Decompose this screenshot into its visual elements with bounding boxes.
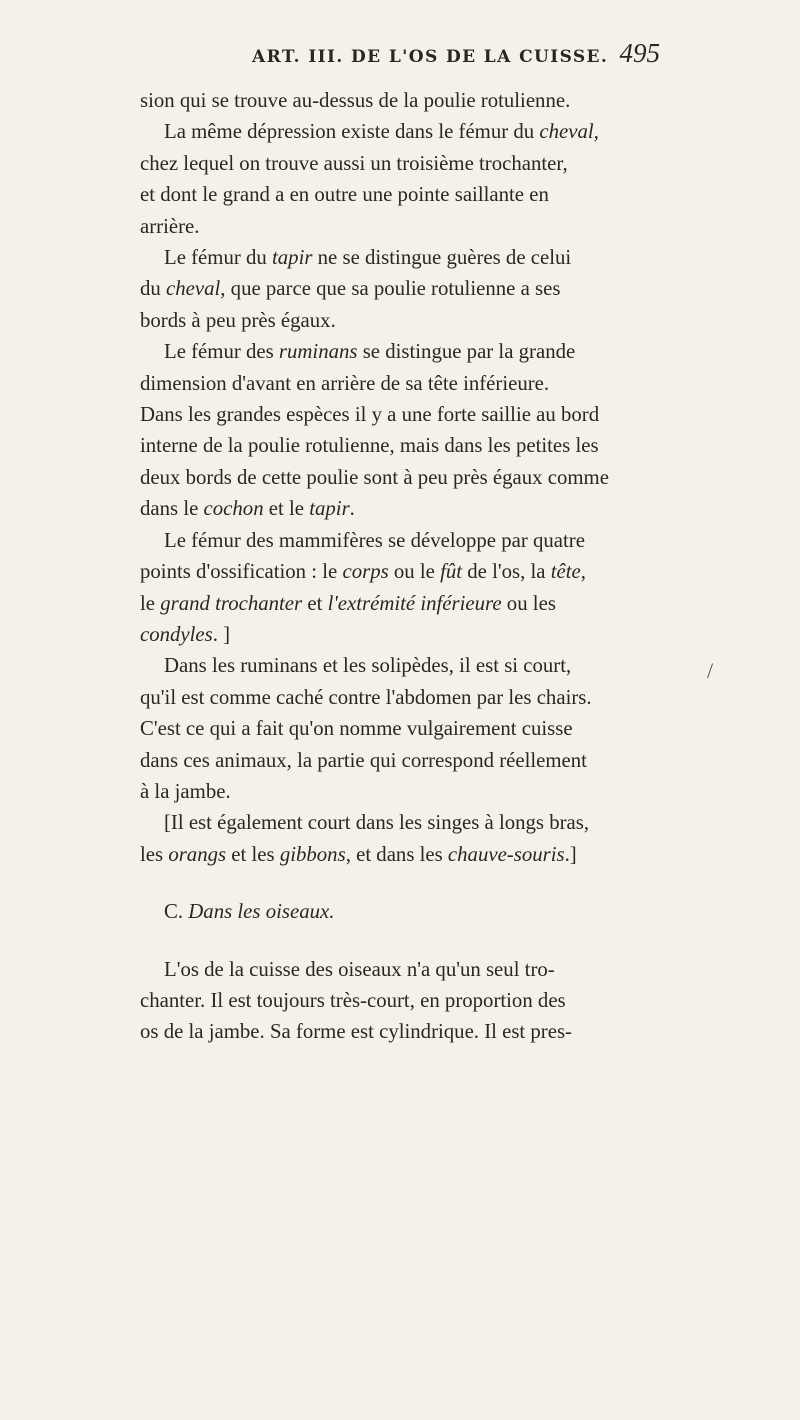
page-header [140,38,660,69]
text-run: qu'il est comme caché contre l'abdomen par les chairs. [140,685,592,709]
italic-term: gibbons [279,842,346,866]
text-run: du [140,277,166,301]
text-run: [Il est également court dans les singes à longs bras, [164,811,590,835]
italic-term: condyles [140,622,213,646]
text-run: Dans les grandes espèces il y a une forte saillie au bord [140,403,600,427]
text-run: et [302,591,328,615]
text-run: le [140,591,161,615]
italic-term: chauve-souris [447,842,565,866]
text-line [140,650,660,681]
text-line [140,273,660,304]
text-run: et les [226,842,280,866]
italic-term: orangs [168,842,227,866]
text-run: dans ces animaux, la partie qui correspond réellement [140,748,587,772]
text-line [140,807,660,838]
section-heading [140,896,660,927]
text-line [140,368,660,399]
text-run: , [580,560,586,584]
italic-term: tapir [309,497,350,521]
body-text [140,85,660,1048]
text-run: chanter. Il est toujours très-court, en proportion des [140,988,566,1012]
text-line [140,985,660,1016]
text-line [140,588,660,619]
text-run: C'est ce qui a fait qu'on nomme vulgairement cuisse [140,717,573,741]
text-run: et dont le grand a en outre une pointe saillante en [140,183,549,207]
text-line [140,682,660,713]
text-line [140,745,660,776]
italic-term: cheval, [539,120,599,144]
text-line [140,85,660,116]
italic-term: tête [550,560,581,584]
text-run: dans le [140,497,204,521]
text-run: interne de la poulie rotulienne, mais dans les petites les [140,434,599,458]
text-run: sion qui se trouve au-dessus de la poulie rotulienne. [140,89,571,112]
text-run: ou les [501,591,556,615]
text-line [140,619,660,650]
text-run: Le fémur des [164,340,279,364]
text-run: chez lequel on trouve aussi un troisième trochanter, [140,151,568,175]
text-run: ou le [388,560,441,584]
text-run: dimension d'avant en arrière de sa tête inférieure. [140,371,550,395]
text-run: os de la jambe. Sa forme est cylindrique. Il est pres- [140,1020,572,1044]
section-gap [140,928,660,954]
text-run: à la jambe. [140,779,231,803]
text-line [140,1016,660,1047]
text-line [140,305,660,336]
text-run: ne se distingue guères de celui [312,246,572,270]
text-line [140,525,660,556]
text-line [140,776,660,807]
paragraph-block [140,954,660,1048]
text-run: et le [263,497,310,521]
italic-term: cheval [166,277,221,301]
page-number: 495 [619,38,660,68]
text-line [140,179,660,210]
text-run: points d'ossification : le [140,560,343,584]
section-gap [140,870,660,896]
text-run: bords à peu près égaux. [140,308,336,332]
text-line [140,148,660,179]
text-run: les [140,842,169,866]
paragraph-block [140,85,660,870]
text-line [140,493,660,524]
text-line [140,462,660,493]
text-line [140,211,660,242]
text-run: Le fémur des mammifères se développe par quatre [164,528,585,552]
text-run: Dans les ruminans et les solipèdes, il est si court, [164,654,572,678]
text-line [140,713,660,744]
text-run: arrière. [140,214,200,238]
margin-mark: / [707,658,714,683]
italic-term: corps [342,560,389,584]
text-line [140,116,660,147]
text-run: Le fémur du [164,246,272,270]
text-run: . [349,497,355,521]
text-run: , et dans les [345,842,448,866]
text-run: L'os de la cuisse des oiseaux n'a qu'un seul tro- [164,957,555,981]
italic-term: ruminans [278,340,358,364]
text-run: se distingue par la grande [357,340,576,364]
text-line [140,839,660,870]
italic-term: tapir [272,246,313,270]
text-run: La même dépression existe dans le fémur du [164,120,540,144]
text-run: . ] [212,622,231,646]
text-line [140,399,660,430]
italic-term: grand trochanter [160,591,303,615]
text-line [140,556,660,587]
text-line [140,430,660,461]
text-run: deux bords de cette poulie sont à peu près égaux comme [140,465,609,489]
section-label: C. [164,900,189,924]
running-head: ART. III. DE L'OS DE LA CUISSE. [252,47,609,67]
text-line [140,954,660,985]
text-line [140,336,660,367]
italic-term: cochon [203,497,264,521]
text-run: de l'os, la [462,560,551,584]
section-title: Dans les oiseaux. [188,900,335,924]
italic-term: l'extrémité inférieure [327,591,502,615]
text-run: , que parce que sa poulie rotulienne a ses [220,277,561,301]
italic-term: fût [440,560,463,584]
text-run: .] [564,842,577,866]
text-line [140,242,660,273]
